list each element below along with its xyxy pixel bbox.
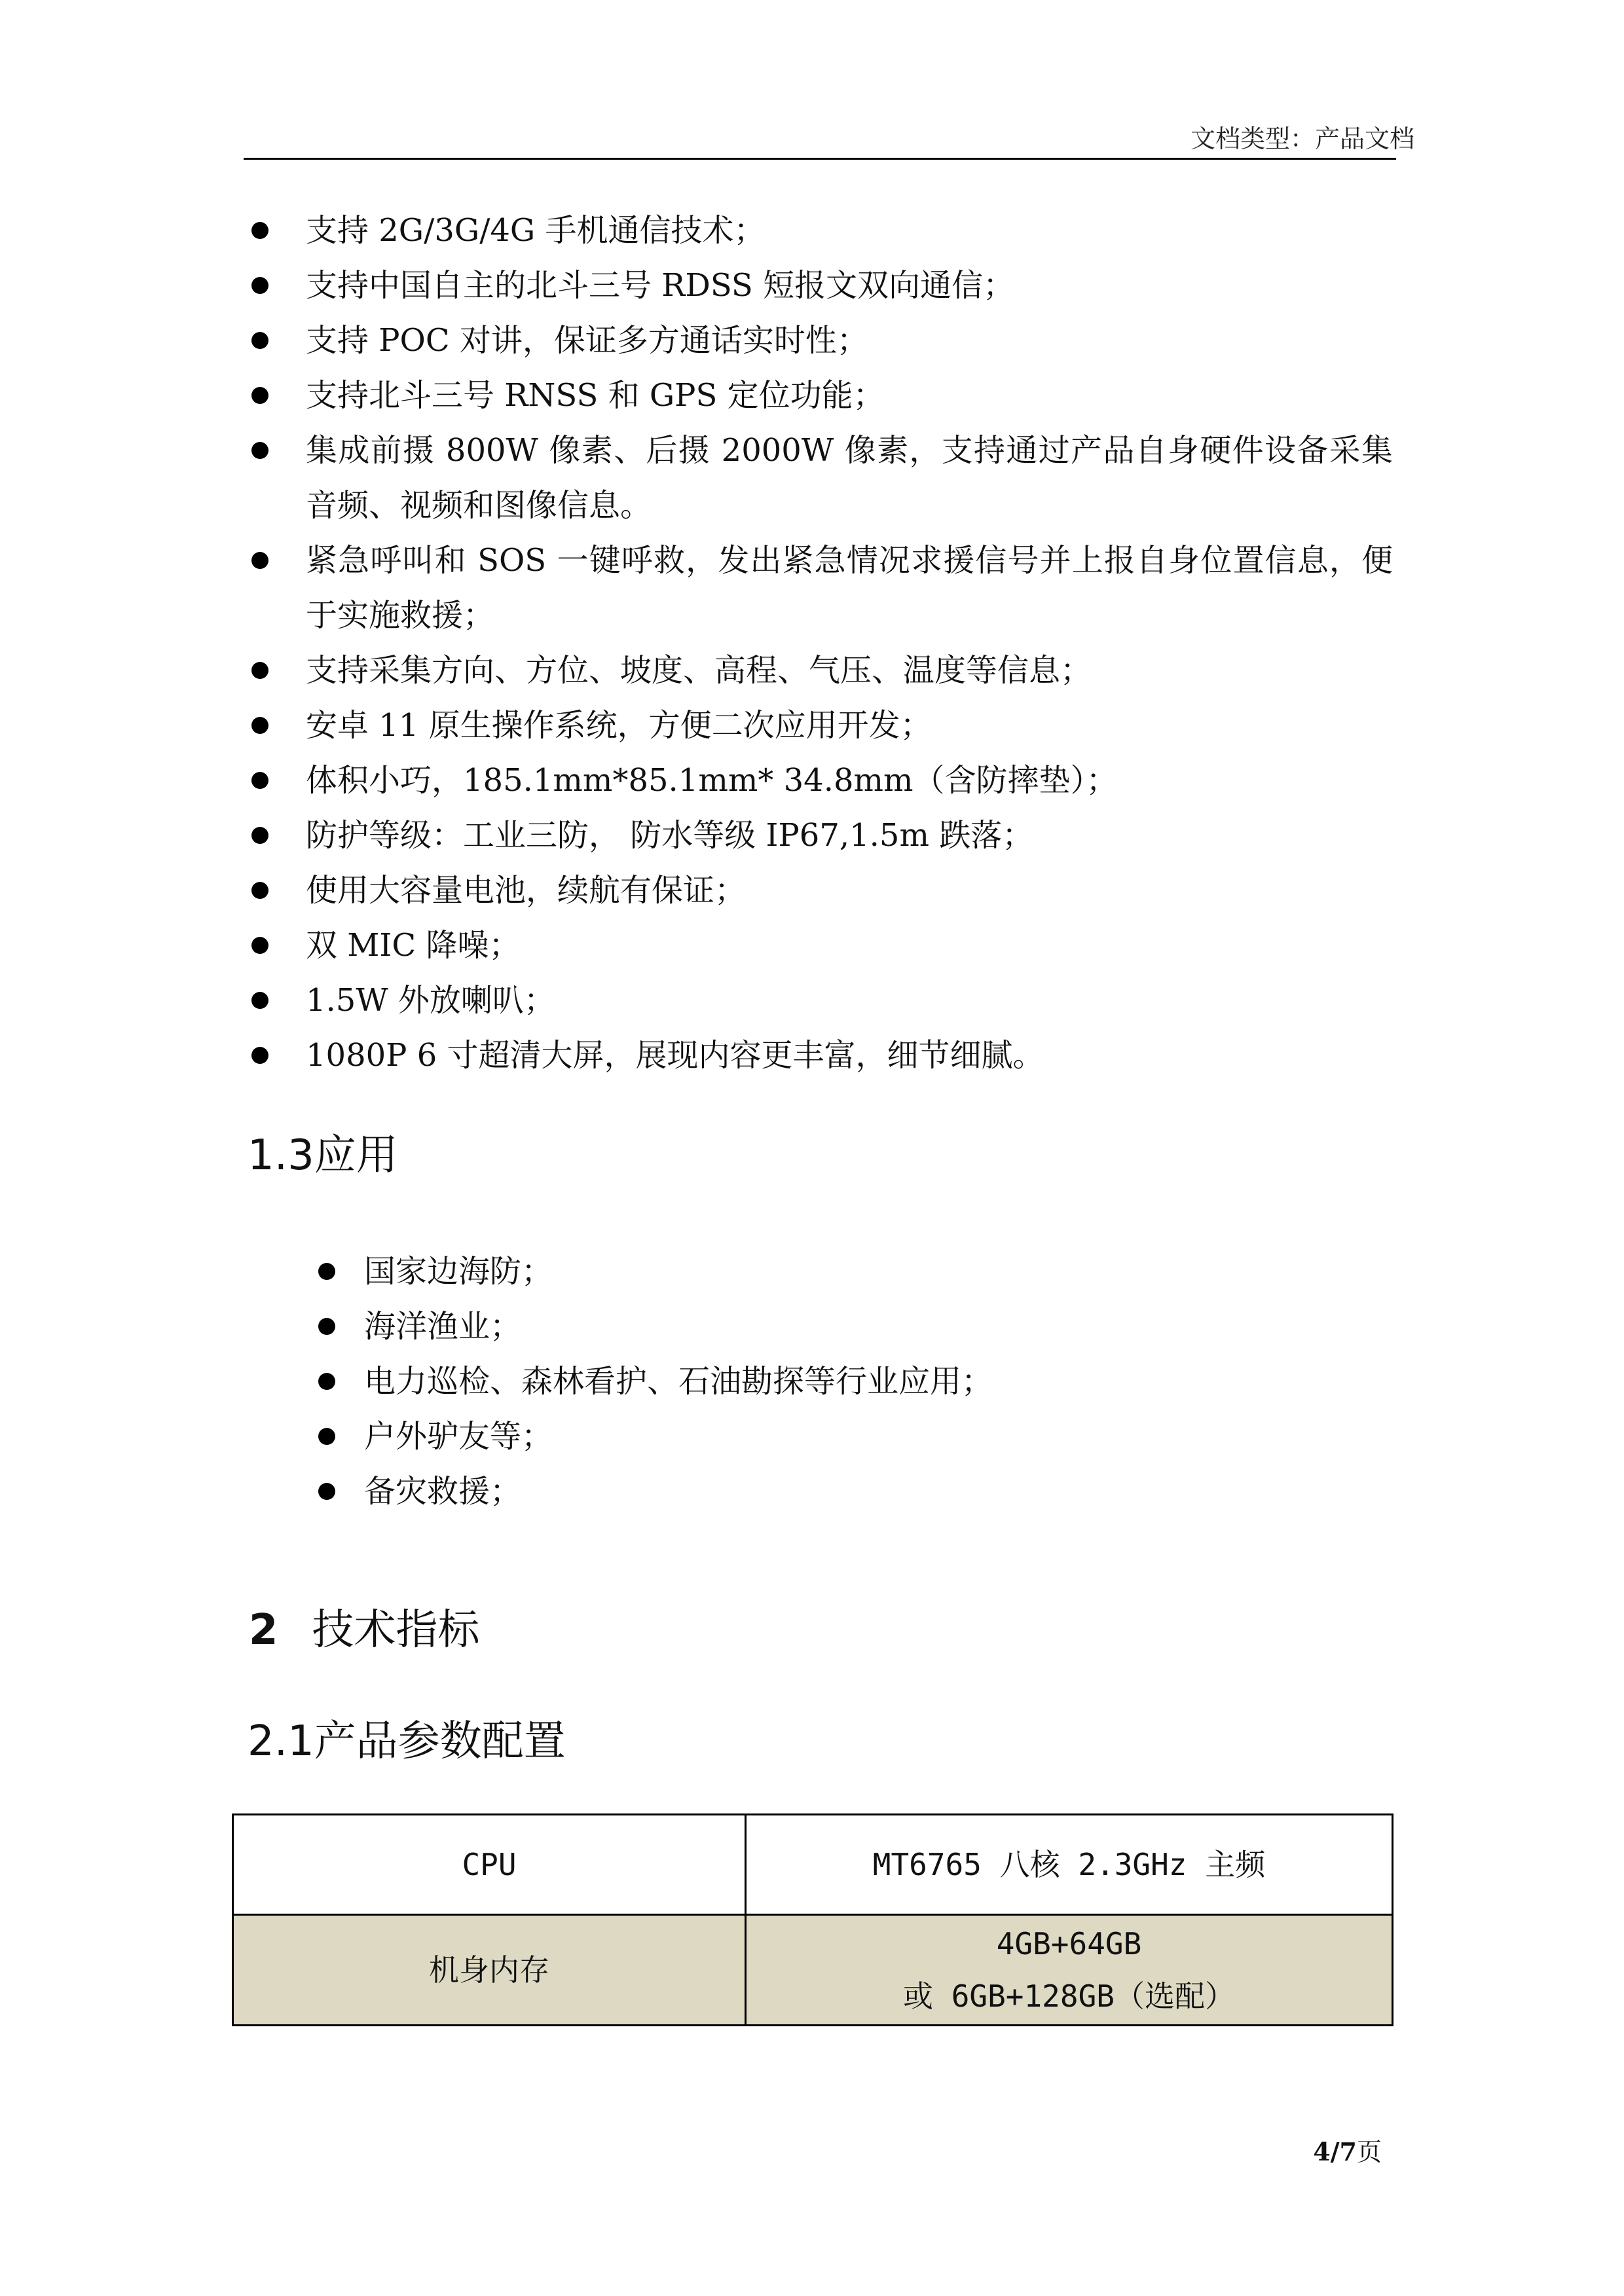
list-item: 紧急呼叫和 SOS 一键呼救，发出紧急情况求援信号并上报自身位置信息，便于实施救援； <box>244 533 1393 643</box>
section-heading-1-3: 1.3应用 <box>248 1131 398 1180</box>
list-item: 支持采集方向、方位、坡度、高程、气压、温度等信息； <box>244 643 1393 698</box>
bullet-icon <box>318 1373 335 1390</box>
section-heading-2 <box>249 1604 480 1656</box>
table-cell-label: CPU <box>233 1815 746 1915</box>
spec-table <box>232 1813 1393 2026</box>
application-list <box>301 1244 993 1519</box>
bullet-icon <box>318 1428 335 1445</box>
list-item: 安卓 11 原生操作系统，方便二次应用开发； <box>244 698 1393 753</box>
bullet-icon <box>251 552 268 569</box>
bullet-icon <box>251 882 268 899</box>
bullet-icon <box>251 662 268 679</box>
bullet-icon <box>251 332 268 349</box>
bullet-icon <box>251 222 268 239</box>
list-item: 防护等级：工业三防， 防水等级 IP67,1.5m 跌落； <box>244 808 1393 863</box>
list-item: 国家边海防； <box>301 1244 993 1299</box>
page-number: 4/7页 <box>1313 2137 1382 2166</box>
table-row <box>233 1915 1393 2026</box>
list-item: 电力巡检、森林看护、石油勘探等行业应用； <box>301 1354 993 1409</box>
list-item: 支持 POC 对讲，保证多方通话实时性； <box>244 313 1393 368</box>
list-item: 支持北斗三号 RNSS 和 GPS 定位功能； <box>244 368 1393 423</box>
header-doc-type: 文档类型：产品文档 <box>1190 124 1414 153</box>
bullet-icon <box>251 772 268 789</box>
list-item: 双 MIC 降噪； <box>244 918 1393 973</box>
list-item: 集成前摄 800W 像素、后摄 2000W 像素，支持通过产品自身硬件设备采集音频、视频和图像信息。 <box>244 423 1393 533</box>
list-item: 支持 2G/3G/4G 手机通信技术； <box>244 203 1393 258</box>
list-item: 支持中国自主的北斗三号 RDSS 短报文双向通信； <box>244 258 1393 313</box>
list-item: 使用大容量电池，续航有保证； <box>244 863 1393 918</box>
list-item: 1080P 6 寸超清大屏，展现内容更丰富，细节细腻。 <box>244 1028 1393 1083</box>
list-item: 户外驴友等； <box>301 1409 993 1464</box>
list-item: 1.5W 外放喇叭； <box>244 973 1393 1028</box>
section-heading-2-1: 2.1产品参数配置 <box>248 1717 566 1766</box>
feature-list <box>244 203 1393 1083</box>
bullet-icon <box>251 442 268 459</box>
bullet-icon <box>251 827 268 844</box>
bullet-icon <box>251 717 268 734</box>
table-cell-label: 机身内存 <box>233 1915 746 2026</box>
value-line: 或 6GB+128GB（选配） <box>903 1978 1235 2014</box>
bullet-icon <box>251 992 268 1009</box>
bullet-icon <box>251 937 268 954</box>
value-line: 4GB+64GB <box>996 1926 1142 1961</box>
bullet-icon <box>251 1047 268 1064</box>
bullet-icon <box>251 277 268 294</box>
section-title: 技术指标 <box>312 1606 480 1654</box>
header-rule <box>244 158 1396 160</box>
table-row <box>233 1815 1393 1915</box>
bullet-icon <box>251 387 268 404</box>
section-number: 2 <box>249 1606 278 1654</box>
table-cell-value: MT6765 八核 2.3GHz 主频 <box>746 1815 1393 1915</box>
bullet-icon <box>318 1318 335 1335</box>
bullet-icon <box>318 1483 335 1500</box>
bullet-icon <box>318 1263 335 1280</box>
list-item: 海洋渔业； <box>301 1299 993 1354</box>
list-item: 体积小巧，185.1mm*85.1mm* 34.8mm（含防摔垫）； <box>244 753 1393 808</box>
table-cell-value <box>746 1915 1393 2026</box>
list-item: 备灾救援； <box>301 1464 993 1519</box>
